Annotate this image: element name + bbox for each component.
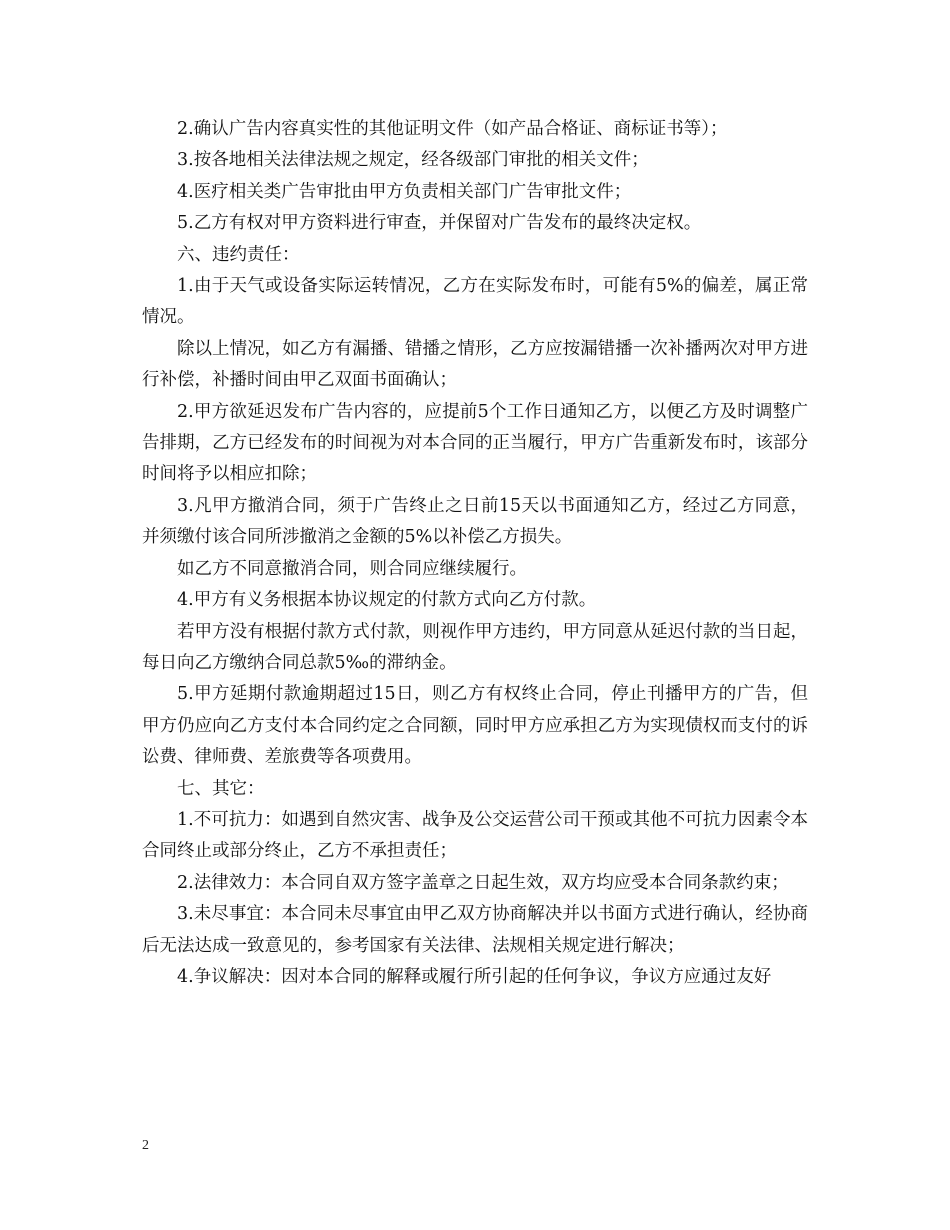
paragraph-review-right: 5.乙方有权对甲方资料进行审查，并保留对广告发布的最终决定权。 [177, 213, 702, 234]
section-heading-other: 七、其它： [177, 778, 265, 799]
page-number: 2 [142, 1138, 149, 1153]
paragraph-dispute-resolution: 4.争议解决：因对本合同的解释或履行所引起的任何争议，争议方应通过友好 [177, 966, 772, 987]
paragraph-cancellation: 3.凡甲方撤消合同，须于广告终止之日前15天以书面通知乙方，经过乙方同意，并须缴付该合同所涉撤消之金额的5%以补偿乙方损失。 [142, 495, 808, 548]
paragraph-missed-broadcast: 除以上情况，如乙方有漏播、错播之情形，乙方应按漏错播一次补播两次对甲方进行补偿，补播时间由甲乙双面书面确认； [142, 338, 808, 391]
paragraph-delay-publication: 2.甲方欲延迟发布广告内容的，应提前5个工作日通知乙方，以便乙方及时调整广告排期，乙方已经发布的时间视为对本合同的正当履行，甲方广告重新发布时，该部分时间将予以相应扣除； [142, 401, 808, 485]
paragraph-legal-effect: 2.法律效力：本合同自双方签字盖章之日起生效，双方均应受本合同条款约束； [177, 872, 789, 893]
paragraph-continue-contract: 如乙方不同意撤消合同，则合同应继续履行。 [177, 558, 527, 579]
paragraph-force-majeure: 1.不可抗力：如遇到自然灾害、战争及公交运营公司干预或其他不可抗力因素令本合同终止或部分终止，乙方不承担责任； [142, 809, 808, 862]
paragraph-termination: 5.甲方延期付款逾期超过15日，则乙方有权终止合同，停止刊播甲方的广告，但甲方仍应向乙方支付本合同约定之合同额，同时甲方应承担乙方为实现债权而支付的诉讼费、律师费、差旅费等各项费用。 [142, 684, 808, 768]
paragraph-unresolved-matters: 3.未尽事宜：本合同未尽事宜由甲乙双方协商解决并以书面方式进行确认，经协商后无法达成一致意见的，参考国家有关法律、法规相关规定进行解决； [142, 904, 808, 956]
paragraph-confirm-docs: 2.确认广告内容真实性的其他证明文件（如产品合格证、商标证书等）； [177, 119, 728, 139]
document-body [142, 114, 808, 993]
paragraph-approval-docs: 3.按各地相关法律法规之规定，经各级部门审批的相关文件； [177, 150, 649, 171]
paragraph-payment-duty: 4.甲方有义务根据本协议规定的付款方式向乙方付款。 [177, 590, 597, 611]
section-heading-liability: 六、违约责任： [177, 244, 300, 265]
paragraph-medical-approval: 4.医疗相关类广告审批由甲方负责相关部门广告审批文件； [177, 181, 632, 202]
paragraph-deviation: 1.由于天气或设备实际运转情况，乙方在实际发布时，可能有5%的偏差，属正常情况。 [142, 276, 808, 328]
paragraph-late-fee: 若甲方没有根据付款方式付款，则视作甲方违约，甲方同意从延迟付款的当日起，每日向乙方缴纳合同总款5‰的滞纳金。 [142, 621, 808, 673]
